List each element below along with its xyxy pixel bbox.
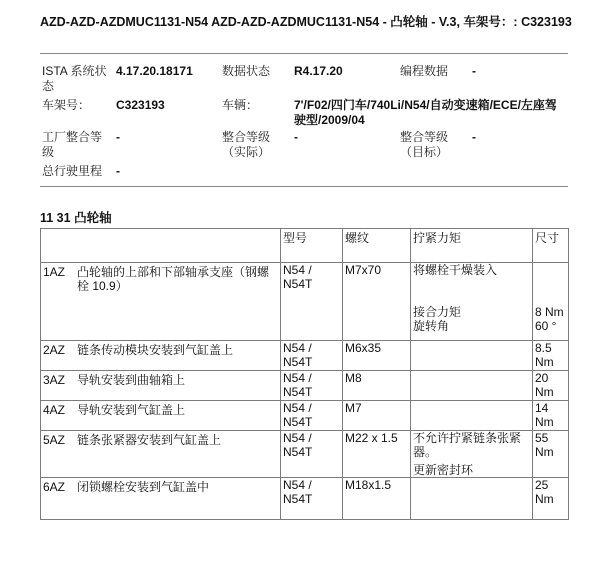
size-line: 25 Nm — [535, 478, 554, 506]
torque-line — [413, 478, 530, 492]
type-cell: N54 / N54T — [281, 431, 343, 478]
size-line: 8.5 Nm — [535, 341, 554, 369]
position-description: 凸轮轴的上部和下部轴承支座（钢螺栓 10.9） — [77, 265, 270, 293]
size-cell — [533, 431, 569, 478]
torque-cell — [411, 401, 533, 431]
size-cell — [533, 478, 569, 520]
size-line: 14 Nm — [535, 401, 554, 429]
mileage-value: - — [116, 164, 120, 178]
size-line: 8 Nm — [535, 305, 564, 319]
vin-label: 车架号： — [42, 98, 91, 112]
position-code: 6AZ — [43, 480, 66, 494]
thread-cell: M7x70 — [343, 263, 411, 341]
torque-line: 接合力矩 — [413, 305, 462, 319]
data-status-label: 数据状态 — [222, 64, 271, 78]
torque-cell — [411, 478, 533, 520]
table-row — [41, 431, 569, 478]
header-type: 型号 — [281, 229, 343, 263]
mileage-label: 总行驶里程 — [42, 164, 103, 178]
title-divider — [40, 53, 568, 54]
type-cell: N54 / N54T — [281, 478, 343, 520]
target-integration-label: 整合等级（目标） — [400, 130, 449, 159]
table-body — [41, 263, 569, 520]
position-code: 5AZ — [43, 433, 66, 447]
vehicle-value: 7'/F02/四门车/740Li/N54/自动变速箱/ECE/左座驾驶型/2009/04 — [294, 98, 557, 127]
description-cell — [41, 341, 281, 371]
torque-cell — [411, 371, 533, 401]
size-cell — [533, 263, 569, 341]
header-thread: 螺纹 — [343, 229, 411, 263]
size-line — [535, 291, 566, 305]
description-cell — [41, 478, 281, 520]
programming-data-value: - — [472, 64, 476, 78]
vin-value: C323193 — [116, 98, 165, 112]
description-cell — [41, 371, 281, 401]
torque-spec-table — [40, 228, 569, 520]
type-cell: N54 / N54T — [281, 263, 343, 341]
torque-cell — [411, 431, 533, 478]
table-row — [41, 401, 569, 431]
header-description — [41, 229, 281, 263]
position-description: 链条张紧器安装到气缸盖上 — [77, 433, 222, 447]
description-cell — [41, 263, 281, 341]
position-code: 3AZ — [43, 373, 66, 387]
size-line — [535, 263, 566, 277]
torque-cell — [411, 341, 533, 371]
type-cell: N54 / N54T — [281, 401, 343, 431]
position-description: 链条传动模块安装到气缸盖上 — [77, 343, 234, 357]
position-code: 2AZ — [43, 343, 66, 357]
torque-line — [413, 401, 530, 415]
thread-cell: M7 — [343, 401, 411, 431]
header-size: 尺寸 — [533, 229, 569, 263]
position-description: 导轨安装到曲轴箱上 — [77, 373, 186, 387]
programming-data-label: 编程数据 — [400, 64, 449, 78]
document-title: AZD-AZD-AZDMUC1131-N54 AZD-AZD-AZDMUC1131-N54 - 凸轮轴 - V.3, 车架号：: C323193 — [40, 15, 572, 29]
position-code: 4AZ — [43, 403, 66, 417]
size-cell — [533, 341, 569, 371]
target-integration-value: - — [472, 130, 476, 144]
type-cell: N54 / N54T — [281, 371, 343, 401]
ista-system-label: ISTA 系统状态 — [42, 64, 107, 93]
ista-system-value: 4.17.20.18171 — [116, 64, 193, 78]
type-cell: N54 / N54T — [281, 341, 343, 371]
position-code: 1AZ — [43, 265, 66, 279]
table-row — [41, 263, 569, 341]
thread-cell: M22 x 1.5 — [343, 431, 411, 478]
description-cell — [41, 401, 281, 431]
thread-cell: M6x35 — [343, 341, 411, 371]
table-row — [41, 341, 569, 371]
vehicle-label: 车辆： — [222, 98, 259, 112]
table-header-row — [41, 229, 569, 263]
actual-integration-value: - — [294, 130, 298, 144]
thread-cell: M18x1.5 — [343, 478, 411, 520]
thread-cell: M8 — [343, 371, 411, 401]
torque-line: 旋转角 — [413, 319, 450, 333]
size-cell — [533, 371, 569, 401]
position-description: 闭锁螺栓安装到气缸盖中 — [77, 480, 210, 494]
factory-integration-value: - — [116, 130, 120, 144]
torque-line — [413, 291, 530, 305]
table-row — [41, 371, 569, 401]
torque-cell — [411, 263, 533, 341]
torque-line: 不允许拧紧链条张紧器。 — [413, 431, 522, 459]
actual-integration-label: 整合等级（实际） — [222, 130, 271, 159]
torque-line — [413, 371, 530, 385]
size-line: 20 Nm — [535, 371, 554, 399]
table-row — [41, 478, 569, 520]
torque-line — [413, 341, 530, 355]
size-line: 60 ° — [535, 319, 557, 333]
position-description: 导轨安装到气缸盖上 — [77, 403, 186, 417]
size-line — [535, 277, 566, 291]
size-line: 55 Nm — [535, 431, 554, 459]
factory-integration-label: 工厂整合等级 — [42, 130, 103, 159]
section-title: 11 31 凸轮轴 — [40, 211, 112, 225]
torque-line — [413, 277, 530, 291]
description-cell — [41, 431, 281, 478]
header-torque: 拧紧力矩 — [411, 229, 533, 263]
torque-line: 将螺栓干燥装入 — [413, 263, 498, 277]
torque-line: 更新密封环 — [413, 463, 474, 477]
info-divider — [40, 186, 568, 187]
data-status-value: R4.17.20 — [294, 64, 343, 78]
size-cell — [533, 401, 569, 431]
